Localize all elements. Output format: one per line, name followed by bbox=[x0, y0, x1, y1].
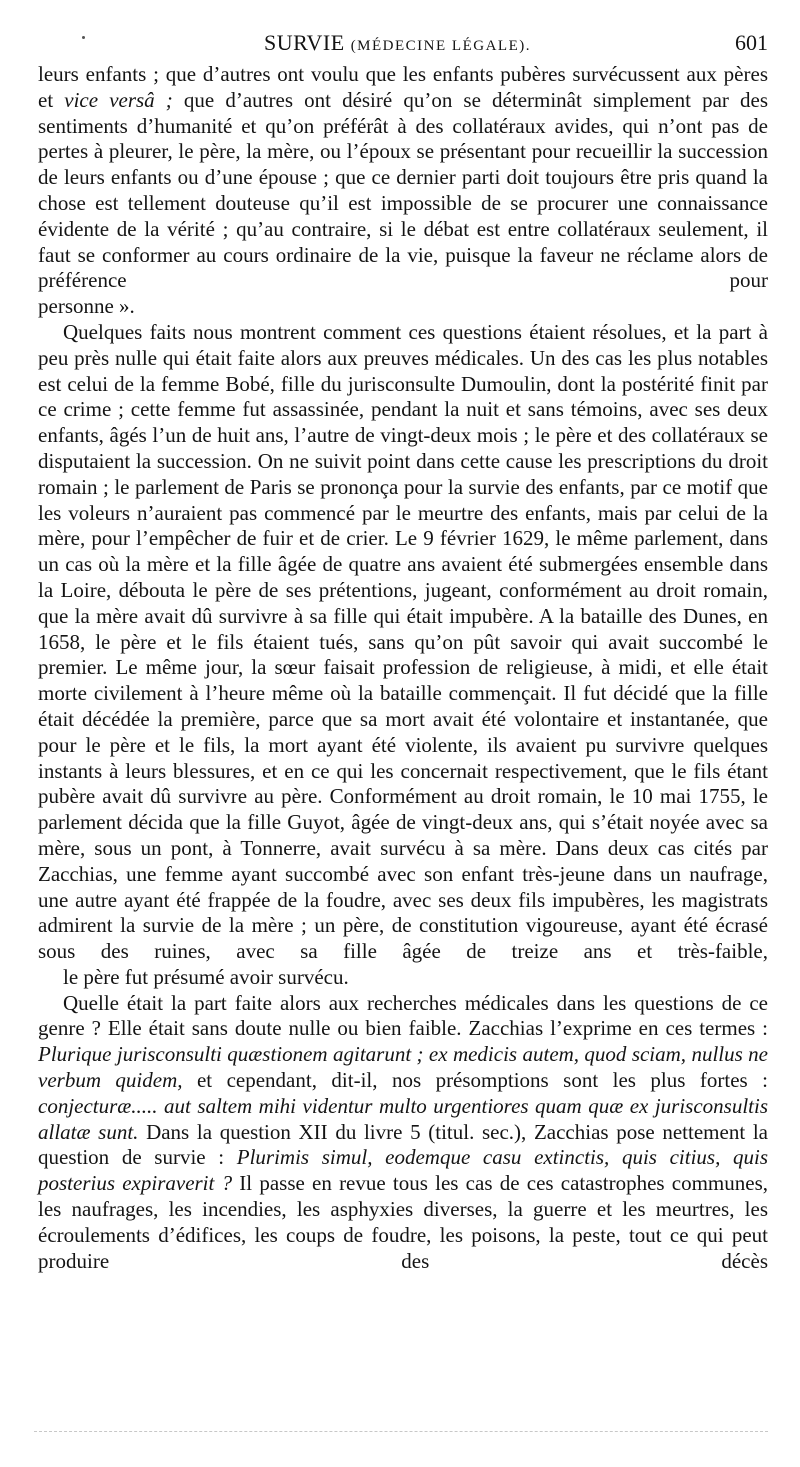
running-title-subtitle: (MÉDECINE LÉGALE). bbox=[350, 38, 531, 54]
running-title bbox=[264, 30, 531, 56]
paragraph-text: Il passe en revue tous les cas de ces catastrophes communes, les naufrages, les incendies, les asphyxies diverses, la guerre et les meurtres, les écroulements d’édifices, les coups de foudre, les poisons, la peste, tout ce qui peut produire des décès bbox=[38, 1171, 769, 1273]
latin-quotation: Plurique jurisconsulti quæstionem agitarunt ; ex medicis autem, quod sciam, nullus ne verbum quidem, bbox=[38, 1042, 768, 1093]
paragraph-text: et cependant, dit-il, nos présomptions sont les plus fortes : bbox=[182, 1068, 768, 1093]
footer-rule bbox=[34, 1431, 768, 1432]
italic-phrase: vice versâ ; bbox=[64, 87, 173, 112]
page-number: 601 bbox=[735, 30, 768, 55]
page-header bbox=[38, 22, 768, 55]
paragraph-3 bbox=[38, 991, 768, 1275]
header-dot bbox=[82, 36, 85, 39]
running-title-main: SURVIE bbox=[264, 30, 345, 55]
paragraph-last-line: le père fut présumé avoir survécu. bbox=[63, 964, 349, 989]
paragraph-2 bbox=[38, 320, 768, 991]
latin-quotation: Plurimis simul, eodemque casu extinctis, quis citius, quis posterius expiraverit ? bbox=[38, 1145, 769, 1196]
latin-quotation: conjecturæ..... aut saltem mihi videntur multo urgentiores quam quæ ex jurisconsultis allatæ sunt. bbox=[38, 1093, 768, 1144]
paragraph-text: que d’autres ont désiré qu’on se déterminât simplement par des sentiments d’humanité et qu’on préférât à des collatéraux avides, qui n’ont pas de pertes à pleurer, le père, la mère, ou l’époux se présentant pour recueillir la succession de leurs enfants ou d’une épouse ; que ce dernier parti doit toujours être pris quand la chose est tellement douteuse qu’il est impossible de se procurer une connaissance évidente de la vérité ; qu’au contraire, si le débat est entre collatéraux seulement, il faut se conformer au cours ordinaire de la vie, puisque la faveur ne réclame alors de préférence pour bbox=[38, 87, 768, 293]
paragraph-text: Quelle était la part faite alors aux recherches médicales dans les questions de ce genre ? Elle était sans doute nulle ou bien faible. Zacchias l’exprime en ces termes : bbox=[38, 990, 768, 1041]
paragraph-text: Quelques faits nous montrent comment ces questions étaient résolues, et la part à peu près nulle qui était faite alors aux preuves médicales. Un des cas les plus notables est celui de la femme Bobé, fille du jurisconsulte Dumoulin, dont la postérité finit par ce crime ; cette femme fut assassinée, pendant la nuit et sans témoins, avec ses deux enfants, âgés l’un de huit ans, l’autre de vingt-deux mois ; le père et des collatéraux se disputaient la succession. On ne suivit point dans cette cause les prescriptions du droit romain ; le parlement de Paris se prononça pour la survie des enfants, par ce motif que les voleurs n’auraient pas commencé par le meurtre des enfants, mais par celui de la mère, pour l’empêcher de fuir et de crier. Le 9 février 1629, le même parlement, dans un cas où la mère et la fille âgée de quatre ans avaient été submergées ensemble dans la Loire, débouta le père de ses prétentions, jugeant, conformément au droit romain, que la mère avait dû survivre à sa fille qui était impubère. A la bataille des Dunes, en 1658, le père et le fils étaient tués, sans qu’on pût savoir qui avait succombé le premier. Le même jour, la sœur faisait profession de religieuse, à midi, et elle était morte civilement à l’heure même où la bataille commençait. Il fut décidé que la fille était décédée la première, parce que sa mort avait été volontaire et instantanée, que pour le père et le fils, la mort ayant été violente, ils avaient pu survivre quelques instants à leurs blessures, et en ce qui les concernait respectivement, que le fils étant pubère avait dû survivre au père. Conformément au droit romain, le 10 mai 1755, le parlement décida que la fille Guyot, âgée de vingt-deux ans, qui s’était noyée avec sa mère, sous un pont, à Tonnerre, avait survécu à sa mère. Dans deux cas cités par Zacchias, une femme ayant succombé avec son enfant très-jeune dans un naufrage, une autre ayant été frappée de la foudre, avec ses deux fils impubères, les magistrats admirent la survie de la mère ; un père, de constitution vigoureuse, ayant été écrasé sous des ruines, avec sa fille âgée de treize ans et très-faible, bbox=[38, 319, 768, 964]
paragraph-last-line: personne ». bbox=[38, 294, 135, 319]
paragraph-1 bbox=[38, 62, 768, 320]
paragraph-text: leurs enfants ; que d’autres ont voulu que les enfants pubères survécussent aux pères et bbox=[38, 62, 768, 112]
body-text bbox=[38, 62, 768, 1274]
paragraph-text: Dans la question XII du livre 5 (titul. sec.), Zacchias pose nettement la question de survie : bbox=[38, 1119, 768, 1170]
